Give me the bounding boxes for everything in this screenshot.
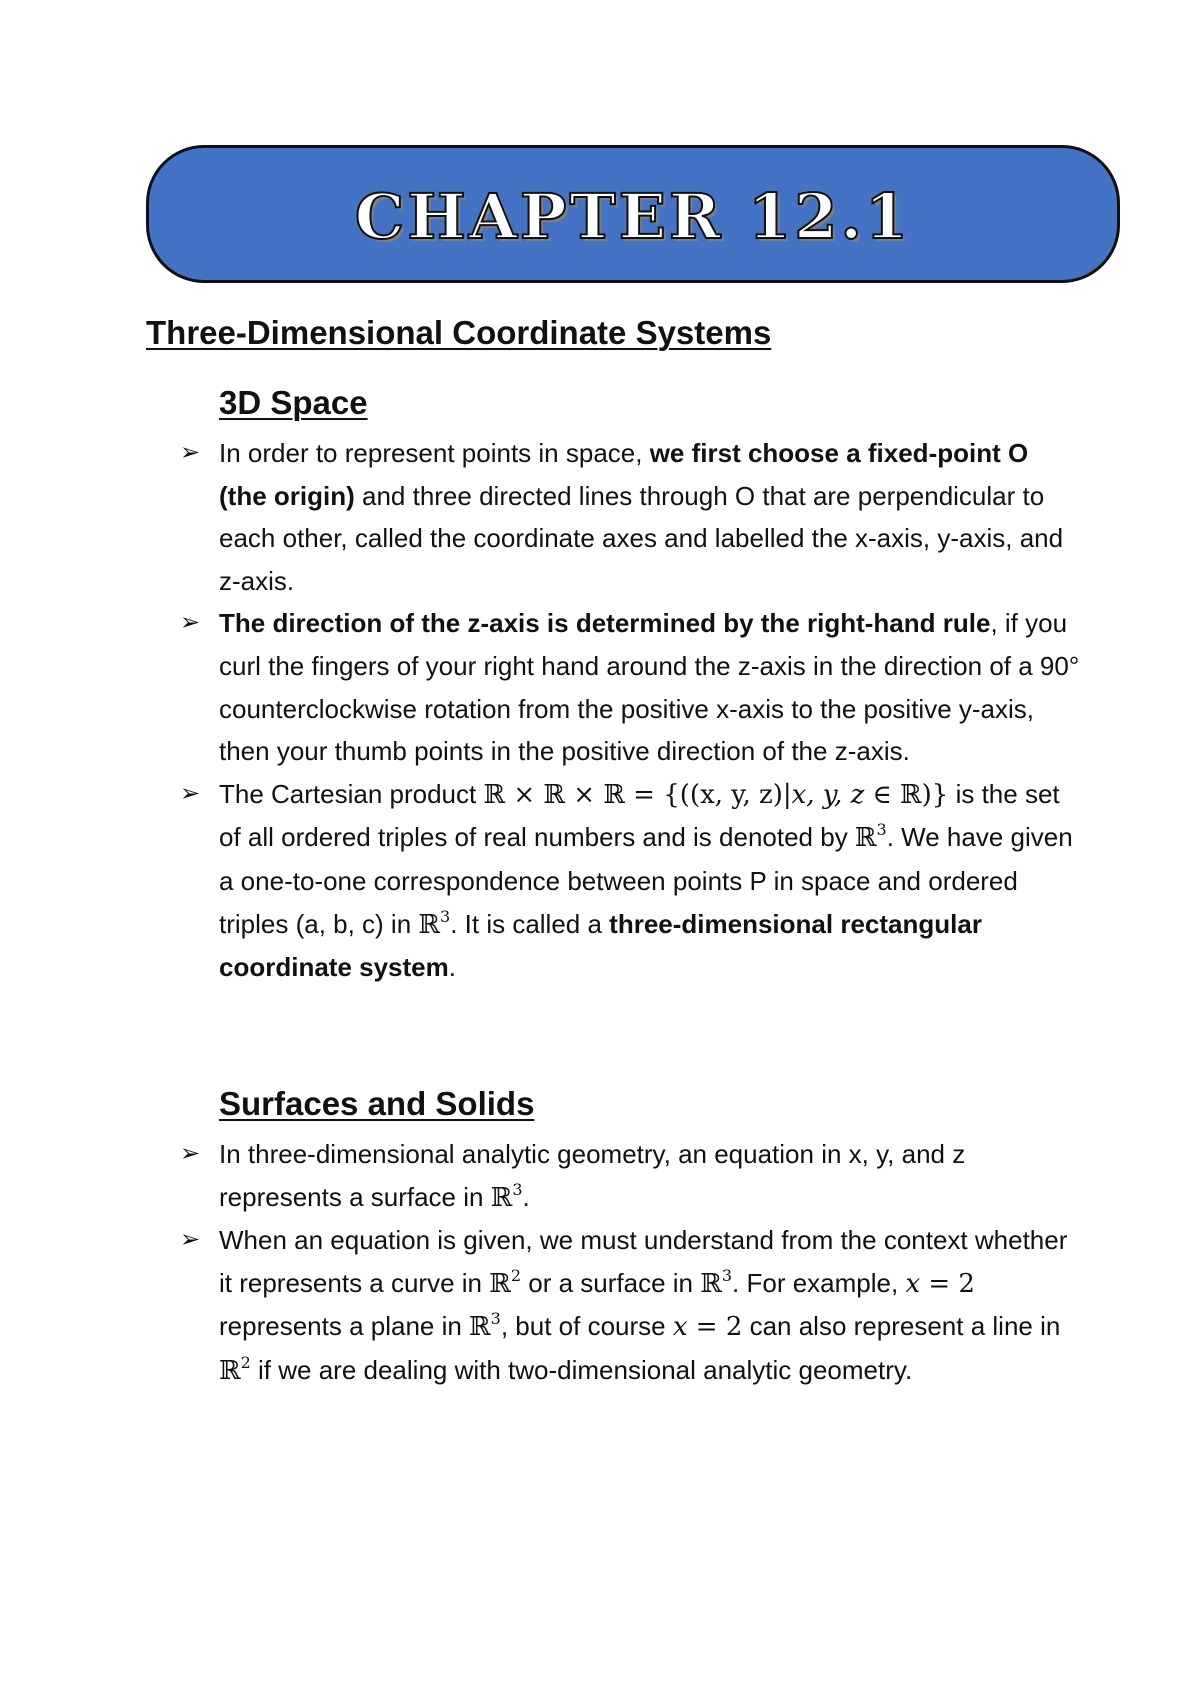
r3-symbol: ℝ$^3$	[490, 1179, 523, 1213]
r2-symbol: ℝ$^2$	[219, 1352, 251, 1386]
cartesian-formula: ℝ × ℝ × ℝ = {((x, y, z)|x, y, z ∈ ℝ)}	[483, 779, 949, 810]
section-heading-surfaces-and-solids: Surfaces and Solids	[219, 1085, 535, 1122]
list-item: ➢ In three-dimensional analytic geometry, an equation in x, y, and z represents a surface in ℝ$^3$.	[180, 1133, 1080, 1219]
chapter-banner	[146, 145, 1120, 283]
main-heading: Three-Dimensional Coordinate Systems	[146, 314, 772, 351]
arrow-bullet-icon: ➢	[180, 779, 201, 807]
list-item: ➢ In order to represent points in space, we first choose a fixed-point O (the origin) and three directed lines through O that are perpendicular to each other, called the coordinate axes and labelled the x-axis, y-axis, and z-axis.	[180, 432, 1080, 602]
list-item: ➢ When an equation is given, we must understand from the context whether it represents a curve in ℝ$^2$ or a surface in ℝ$^3$. For example, x = 2 represents a plane in ℝ$^3$, but of course x = 2 can also represent a line in ℝ$^2$ if we are dealing with two-dimensional analytic geometry.	[180, 1219, 1080, 1392]
arrow-bullet-icon: ➢	[180, 439, 201, 466]
arrow-bullet-icon: ➢	[180, 1140, 201, 1167]
equation-x-equals-2: x = 2	[672, 1312, 743, 1343]
r3-symbol: ℝ$^3$	[854, 820, 887, 854]
list-surfaces	[180, 1133, 1080, 1393]
section-heading-3d-space: 3D Space	[219, 384, 368, 421]
arrow-bullet-icon: ➢	[180, 1226, 201, 1254]
r3-symbol: ℝ$^3$	[700, 1265, 733, 1299]
equation-x-equals-2: x = 2	[905, 1268, 975, 1299]
r3-symbol: ℝ$^3$	[418, 906, 451, 940]
list-3d-space	[180, 432, 1080, 989]
chapter-title: CHAPTER 12.1	[354, 179, 912, 253]
list-item: ➢ The Cartesian product ℝ × ℝ × ℝ = {((x, y, z)|x, y, z ∈ ℝ)} is the set of all ordered triples of real numbers and is denoted by ℝ$^3$. We have given a one-to-one correspondence between points P in space and ordered triples (a, b, c) in ℝ$^3$. It is called a three-dimensional rectangular coordinate system.	[180, 773, 1080, 989]
r3-symbol: ℝ$^3$	[469, 1309, 501, 1343]
r2-symbol: ℝ$^2$	[489, 1265, 522, 1299]
arrow-bullet-icon: ➢	[180, 609, 201, 637]
list-item: ➢ The direction of the z-axis is determined by the right-hand rule, if you curl the fingers of your right hand around the z-axis in the direction of a 90° counterclockwise rotation from the positive x-axis to the positive y-axis, then your thumb points in the positive direction of the z-axis.	[180, 602, 1080, 772]
